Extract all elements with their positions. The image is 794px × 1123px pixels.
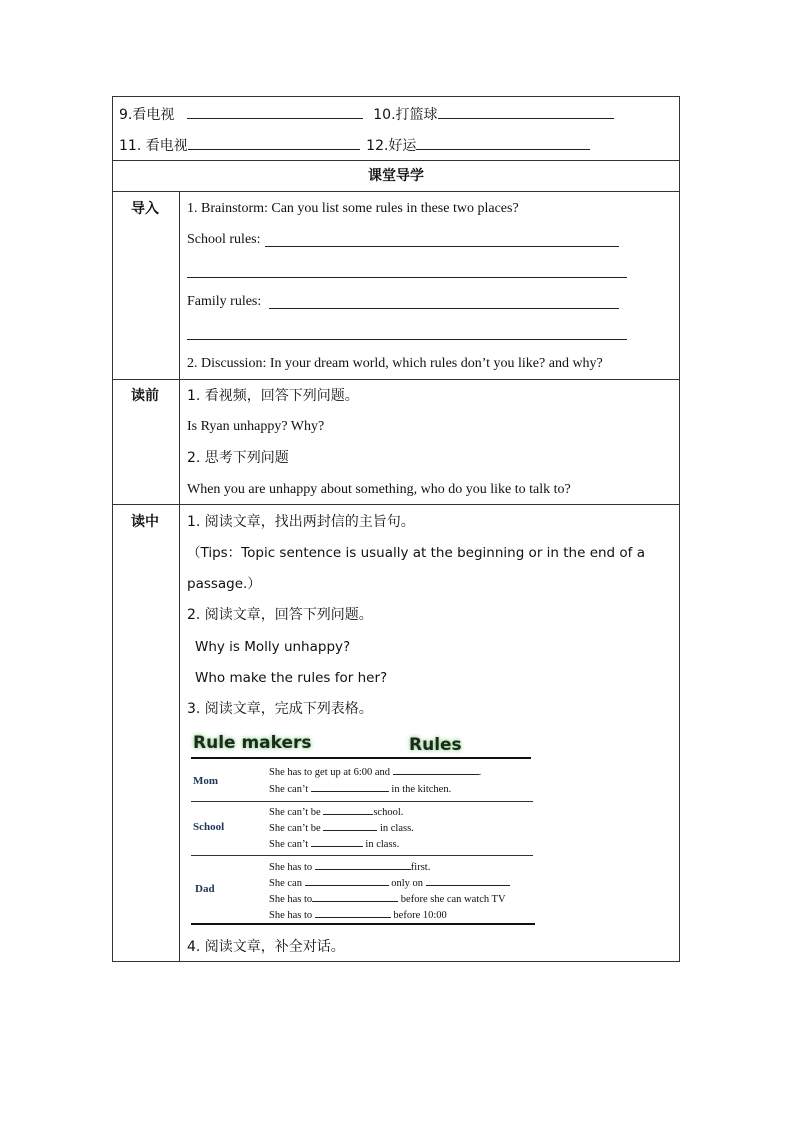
table-rule (191, 757, 531, 759)
rule-blank[interactable] (323, 820, 377, 831)
rules-table (191, 733, 551, 927)
while-reading-question-2: 2. 阅读文章，回答下列问题。 (187, 607, 373, 623)
rule-blank[interactable] (311, 781, 389, 792)
column-divider (179, 191, 180, 962)
school-rule-1: She can’t be school. (269, 804, 403, 819)
rules-header: Rules (409, 735, 462, 755)
row-divider (113, 504, 679, 505)
while-reading-question-4: 4. 阅读文章，补全对话。 (187, 939, 345, 955)
while-reading-label: 读中 (131, 514, 159, 530)
answer-blank[interactable] (188, 137, 360, 150)
tips-line-1: （Tips：Topic sentence is usually at the beginning or in the end of a (187, 545, 645, 561)
answer-blank[interactable] (438, 106, 614, 119)
intro-question-2: 2. Discussion: In your dream world, which rules don’t you like? and why? (187, 356, 603, 371)
row-divider (113, 379, 679, 380)
mom-rule-1: She has to get up at 6:00 and . (269, 764, 481, 779)
rule-blank[interactable] (426, 875, 510, 886)
pre-reading-question-2-text: When you are unhappy about something, who do you like to talk to? (187, 482, 571, 497)
rule-blank[interactable] (323, 804, 373, 815)
question-molly-unhappy: Why is Molly unhappy? (195, 639, 351, 655)
intro-label: 导入 (131, 201, 159, 217)
vocab-item-12: 12.好运 (366, 138, 417, 154)
section-title: 课堂导学 (368, 168, 424, 184)
question-rule-makers: Who make the rules for her? (195, 670, 388, 686)
table-rule (191, 801, 533, 802)
rule-blank[interactable] (315, 907, 391, 918)
rule-blank[interactable] (393, 764, 479, 775)
tips-line-2: passage.） (187, 576, 261, 592)
dad-rule-4: She has to before 10:00 (269, 907, 447, 922)
school-rule-2: She can’t be in class. (269, 820, 414, 835)
vocab-row-1 (119, 106, 614, 123)
school-rules-line-2[interactable] (187, 277, 627, 278)
school-rule-3: She can’t in class. (269, 836, 399, 851)
intro-question-1: 1. Brainstorm: Can you list some rules in these two places? (187, 201, 519, 216)
dad-rule-3: She has to before she can watch TV (269, 891, 506, 906)
row-divider (113, 191, 679, 192)
school-rules-label: School rules: (187, 232, 261, 247)
table-rule (191, 923, 535, 925)
vocab-item-10: 10.打篮球 (373, 107, 438, 123)
while-reading-question-1: 1. 阅读文章，找出两封信的主旨句。 (187, 514, 415, 530)
row-divider (113, 160, 679, 161)
maker-dad: Dad (195, 883, 215, 895)
rule-blank[interactable] (312, 891, 398, 902)
rule-makers-header: Rule makers (193, 733, 312, 753)
maker-school: School (193, 821, 225, 833)
table-rule (191, 855, 533, 856)
school-rules-line[interactable] (265, 246, 619, 247)
rule-blank[interactable] (311, 836, 363, 847)
pre-reading-question-1: 1. 看视频，回答下列问题。 (187, 388, 359, 404)
answer-blank[interactable] (187, 106, 363, 119)
mom-rule-2: She can’t in the kitchen. (269, 781, 451, 796)
family-rules-line[interactable] (269, 308, 619, 309)
while-reading-question-3: 3. 阅读文章，完成下列表格。 (187, 701, 373, 717)
vocab-item-11: 11. 看电视 (119, 138, 188, 154)
dad-rule-2: She can only on (269, 875, 510, 890)
maker-mom: Mom (193, 775, 219, 787)
pre-reading-question-1-text: Is Ryan unhappy? Why? (187, 419, 325, 434)
worksheet-table (112, 96, 680, 962)
vocab-item-9: 9.看电视 (119, 107, 175, 123)
family-rules-label: Family rules: (187, 294, 262, 309)
pre-reading-label: 读前 (131, 388, 159, 404)
pre-reading-question-2: 2. 思考下列问题 (187, 450, 289, 466)
dad-rule-1: She has to first. (269, 859, 430, 874)
answer-blank[interactable] (416, 137, 590, 150)
family-rules-line-2[interactable] (187, 339, 627, 340)
rule-blank[interactable] (305, 875, 389, 886)
rule-blank[interactable] (315, 859, 411, 870)
vocab-row-2 (119, 137, 590, 154)
